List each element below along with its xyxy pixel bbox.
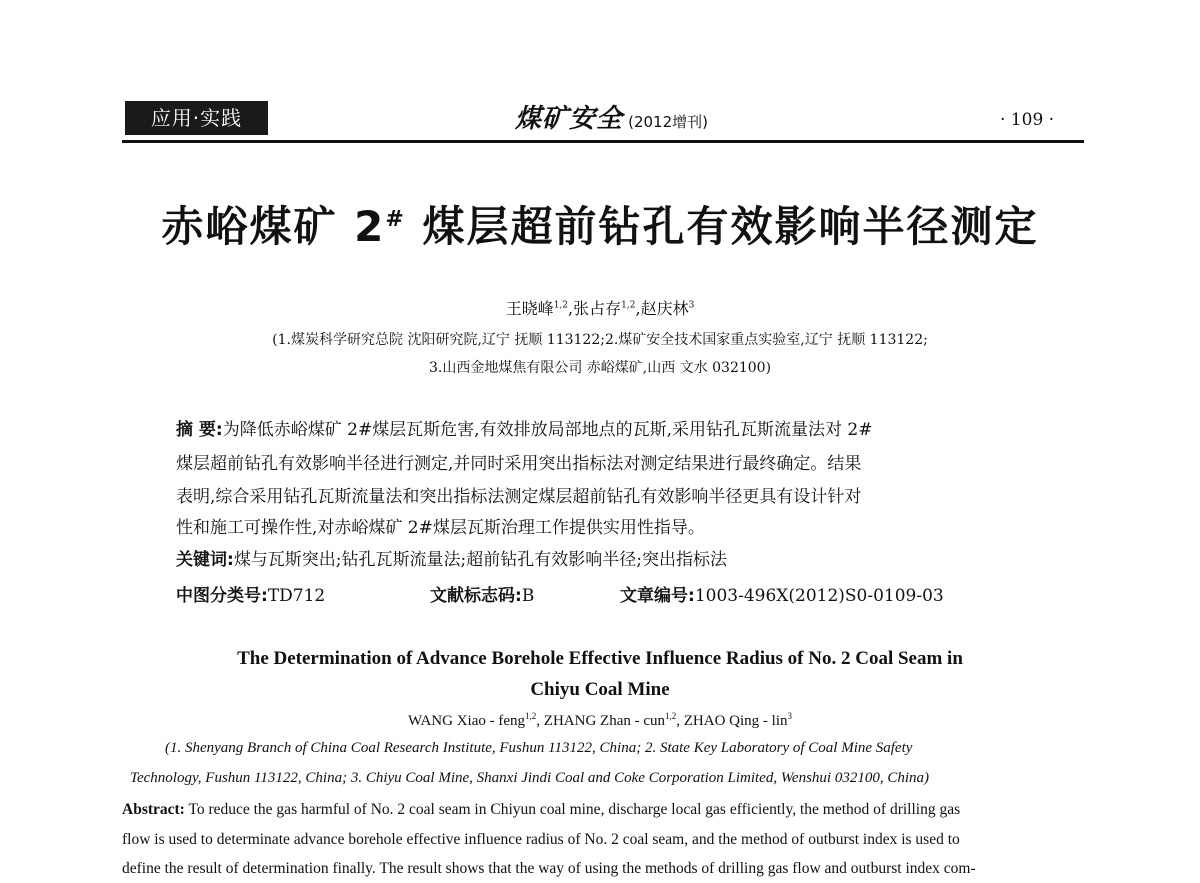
author-cn: 赵庆林 bbox=[640, 299, 689, 318]
title-en-line: Chiyu Coal Mine bbox=[530, 679, 670, 700]
authors-cn bbox=[0, 296, 1200, 319]
affiliation-en: (1. Shenyang Branch of China Coal Research Institute, Fushun 113122, China; 2. State Key Laboratory of Coal Mine Safety bbox=[165, 740, 913, 756]
author-separator: , bbox=[536, 713, 541, 729]
affiliation-en: Technology, Fushun 113122, China; 3. Chiyu Coal Mine, Shanxi Jindi Coal and Coke Corporation Limited, Wenshui 032100, China) bbox=[130, 770, 930, 786]
doc-code-label: 文献标志码: bbox=[430, 586, 522, 606]
document-code bbox=[430, 581, 534, 606]
abstract-en-line bbox=[122, 801, 960, 819]
affiliation-cn: (1.煤炭科学研究总院 沈阳研究院,辽宁 抚顺 113122;2.煤矿安全技术国家重点实验室,辽宁 抚顺 113122; bbox=[272, 332, 928, 348]
section-tag: 应用·实践 bbox=[125, 101, 268, 135]
author-separator: , bbox=[635, 299, 641, 318]
doc-code-value: B bbox=[521, 586, 535, 606]
article-number bbox=[620, 581, 944, 606]
author-cn-affil: 1,2 bbox=[553, 300, 569, 311]
abstract-cn-label: 摘 要: bbox=[176, 420, 223, 440]
journal-header bbox=[515, 102, 708, 136]
author-cn: 张占存 bbox=[573, 299, 622, 318]
author-en: ZHAO Qing - lin bbox=[683, 713, 788, 729]
author-cn: 王晓峰 bbox=[505, 299, 554, 318]
journal-name: 煤矿安全 bbox=[515, 104, 624, 134]
title-cn-after: 煤层超前钻孔有效影响半径测定 bbox=[405, 202, 1039, 251]
author-cn-affil: 1,2 bbox=[621, 300, 636, 311]
abstract-cn-line bbox=[176, 418, 1036, 442]
clc-label: 中图分类号: bbox=[176, 586, 268, 606]
author-en-affil: 1,2 bbox=[525, 711, 537, 721]
abstract-cn-line: 性和施工可操作性,对赤峪煤矿 2#煤层瓦斯治理工作提供实用性指导。 bbox=[176, 518, 705, 538]
classification-row bbox=[176, 581, 1076, 607]
title-cn-before: 赤峪煤矿 2 bbox=[161, 202, 386, 251]
author-en-affil: 3 bbox=[787, 711, 793, 721]
author-separator: , bbox=[676, 713, 681, 729]
title-cn bbox=[0, 194, 1200, 254]
clc-number bbox=[176, 581, 325, 606]
article-no-label: 文章编号: bbox=[620, 586, 695, 606]
author-en: WANG Xiao - feng bbox=[407, 713, 526, 729]
abstract-cn-line: 煤层超前钻孔有效影响半径进行测定,并同时采用突出指标法对测定结果进行最终确定。结果 bbox=[176, 454, 862, 474]
article-no-value: 1003-496X(2012)S0-0109-03 bbox=[694, 586, 944, 606]
keywords-cn-text: 煤与瓦斯突出;钻孔瓦斯流量法;超前钻孔有效影响半径;突出指标法 bbox=[233, 550, 727, 570]
affiliation-cn: 3.山西金地煤焦有限公司 赤峪煤矿,山西 文水 032100) bbox=[428, 360, 772, 376]
title-en-line: The Determination of Advance Borehole Effective Influence Radius of No. 2 Coal Seam in bbox=[237, 648, 963, 669]
page-number: · 109 · bbox=[1000, 110, 1055, 130]
abstract-cn-text: 为降低赤峪煤矿 2#煤层瓦斯危害,有效排放局部地点的瓦斯,采用钻孔瓦斯流量法对 2# bbox=[222, 420, 873, 440]
abstract-en-line: define the result of determination finally. The result shows that the way of using the methods of drilling gas flow and outburst index com- bbox=[122, 860, 976, 877]
author-separator: , bbox=[568, 299, 574, 318]
abstract-en-label: Abstract: bbox=[122, 801, 185, 818]
keywords-cn bbox=[176, 548, 1036, 572]
clc-value: TD712 bbox=[267, 586, 326, 606]
author-en: ZHANG Zhan - cun bbox=[543, 713, 666, 729]
abstract-cn-line: 表明,综合采用钻孔瓦斯流量法和突出指标法测定煤层超前钻孔有效影响半径更具有设计针对 bbox=[176, 487, 862, 507]
title-cn-sup: # bbox=[385, 207, 406, 232]
author-en-affil: 1,2 bbox=[665, 711, 677, 721]
journal-issue: (2012增刊) bbox=[628, 113, 708, 131]
abstract-en-line: flow is used to determinate advance borehole effective influence radius of No. 2 coal seam, and the method of outburst index is used to bbox=[122, 831, 960, 848]
header-divider bbox=[122, 140, 1084, 143]
abstract-en-text: To reduce the gas harmful of No. 2 coal seam in Chiyun coal mine, discharge local gas efficiently, the method of drilling gas bbox=[184, 801, 961, 818]
keywords-cn-label: 关键词: bbox=[176, 550, 234, 570]
author-cn-affil: 3 bbox=[688, 300, 695, 311]
authors-en bbox=[0, 711, 1200, 730]
